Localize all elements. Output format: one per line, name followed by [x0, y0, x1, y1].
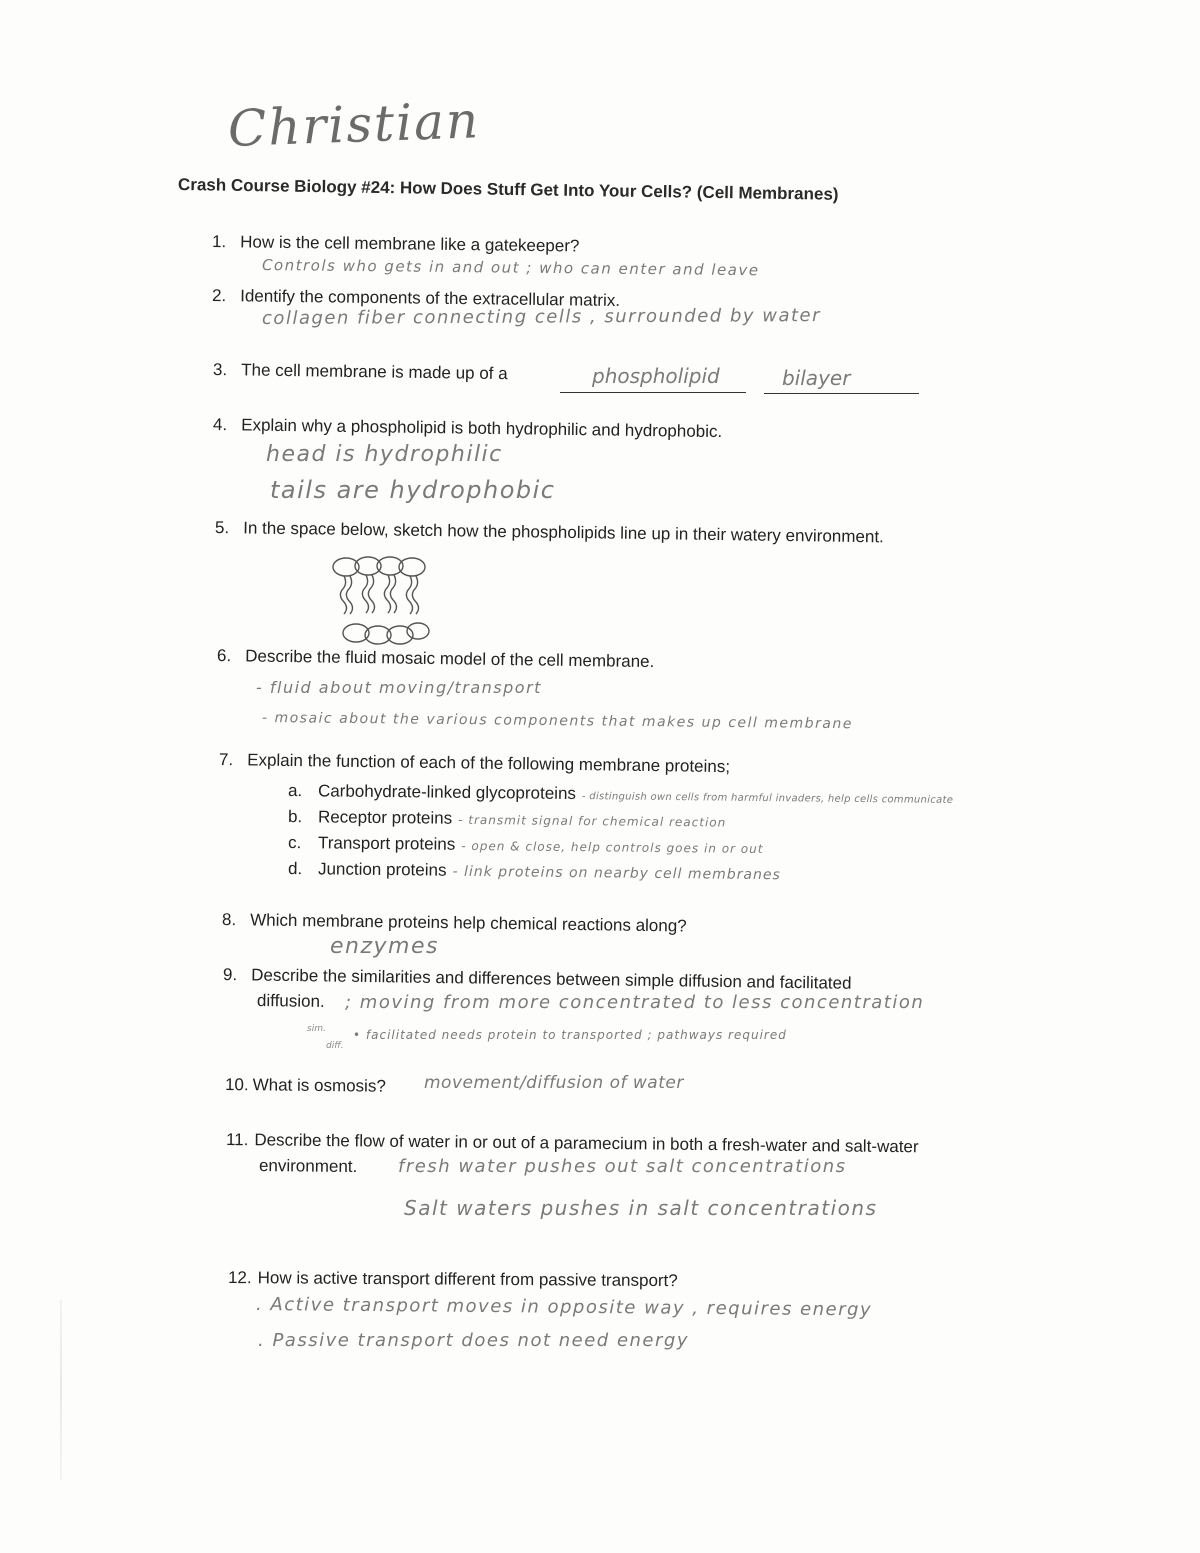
answer-8: enzymes	[330, 934, 439, 959]
question-number: 5.	[214, 518, 230, 538]
question-text: Describe the flow of water in or out of a paramecium in both a fresh-water and salt-water	[254, 1130, 919, 1157]
question-number: 11.	[225, 1130, 249, 1150]
subitem-label: Junction proteins	[317, 859, 447, 880]
question-8	[222, 910, 687, 936]
answer-9-line-2: • facilitated needs protein to transported ; pathways required	[353, 1028, 787, 1042]
answer-11-line-1: fresh water pushes out salt concentrations	[398, 1156, 847, 1177]
question-10	[225, 1075, 386, 1097]
subitem-label: Receptor proteins	[317, 807, 453, 828]
question-number: 9.	[222, 965, 238, 985]
question-9-line-2: diffusion.	[256, 991, 325, 1011]
answer-3-blank-2: bilayer	[782, 366, 851, 390]
subitem-answer: - distinguish own cells from harmful invaders, help cells communicate	[581, 791, 954, 806]
question-text: How is the cell membrane like a gatekeeper?	[240, 232, 580, 256]
worksheet-title: Crash Course Biology #24: How Does Stuff Get Into Your Cells? (Cell Membranes)	[177, 175, 839, 204]
subitem-letter: d.	[287, 859, 303, 879]
question-number: 12.	[227, 1268, 252, 1288]
subitem-letter: a.	[287, 781, 303, 801]
subitem-answer: - link proteins on nearby cell membranes	[452, 863, 781, 884]
question-number: 4.	[212, 415, 228, 435]
answer-2: collagen fiber connecting cells , surrounded by water	[261, 305, 822, 329]
question-9	[223, 965, 852, 994]
question-7	[219, 750, 730, 777]
question-12	[228, 1268, 678, 1291]
question-text: Identify the components of the extracellular matrix.	[240, 286, 621, 310]
question-11	[226, 1130, 919, 1157]
answer-1: Controls who gets in and out ; who can enter and leave	[261, 256, 760, 280]
subitem-label: Carbohydrate-linked glycoproteins	[317, 781, 577, 804]
answer-9-note-sim: sim.	[307, 1024, 326, 1034]
answer-6-line-2: - mosaic about the various components that makes up cell membrane	[261, 710, 853, 733]
phospholipid-bilayer-sketch	[330, 555, 440, 650]
question-number: 3.	[212, 360, 228, 380]
subitem-answer: - transmit signal for chemical reaction	[458, 812, 727, 830]
question-4	[213, 415, 722, 442]
answer-3-blank-1: phospholipid	[592, 364, 720, 388]
question-number: 6.	[216, 646, 232, 666]
subitem-answer: - open & close, help controls goes in or out	[461, 838, 764, 856]
question-number: 10.	[224, 1075, 249, 1095]
question-text: Explain the function of each of the following membrane proteins;	[247, 750, 731, 777]
answer-10: movement/diffusion of water	[424, 1073, 684, 1093]
blank-line-1	[560, 392, 746, 393]
question-text: Describe the fluid mosaic model of the cell membrane.	[245, 646, 655, 672]
question-text: How is active transport different from passive transport?	[257, 1268, 678, 1291]
answer-9-note-diff: diff.	[326, 1041, 344, 1051]
question-text: Which membrane proteins help chemical reactions along?	[250, 910, 687, 936]
question-number: 1.	[211, 232, 227, 252]
question-text: Explain why a phospholipid is both hydrophilic and hydrophobic.	[241, 415, 723, 442]
answer-6-line-1: - fluid about moving/transport	[256, 678, 542, 697]
subitem-label: Transport proteins	[317, 833, 456, 854]
question-number: 7.	[218, 750, 234, 770]
question-1	[212, 232, 580, 256]
question-number: 2.	[211, 286, 227, 306]
question-text: In the space below, sketch how the phospholipids line up in their watery environment.	[243, 518, 884, 547]
subitem-7d	[288, 859, 781, 884]
question-text: The cell membrane is made up of a	[241, 360, 508, 384]
question-text: What is osmosis?	[252, 1075, 386, 1096]
question-3	[213, 360, 508, 384]
answer-4-line-2: tails are hydrophobic	[270, 476, 556, 504]
subitem-7a	[288, 781, 953, 808]
answer-12-line-2: . Passive transport does not need energy	[258, 1330, 689, 1351]
subitem-letter: b.	[287, 807, 303, 827]
question-6	[217, 646, 655, 672]
subitem-7c	[288, 833, 764, 858]
answer-12-line-1: . Active transport moves in opposite way , requires energy	[255, 1294, 873, 1321]
question-11-line-2: environment.	[258, 1156, 358, 1177]
question-text: Describe the similarities and differences between simple diffusion and facilitated	[251, 965, 852, 993]
answer-11-line-2: Salt waters pushes in salt concentrations	[404, 1196, 878, 1220]
blank-line-2	[764, 393, 919, 394]
question-5	[215, 518, 884, 547]
student-name-signature: Christian	[226, 91, 481, 158]
scan-smudge	[60, 1300, 62, 1480]
subitem-letter: c.	[287, 833, 302, 853]
answer-4-line-1: head is hydrophilic	[266, 442, 503, 467]
question-number: 8.	[221, 910, 237, 930]
subitem-7b	[288, 807, 726, 832]
answer-9-line-1: ; moving from more concentrated to less concentration	[345, 992, 925, 1013]
